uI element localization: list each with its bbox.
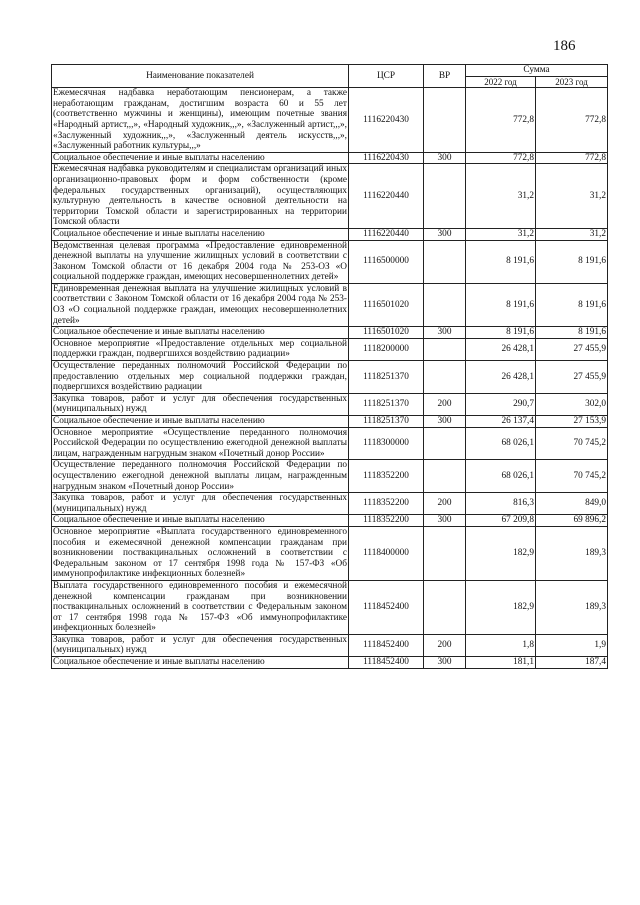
row-sum-2023: 27 455,9 [536, 338, 608, 360]
row-name: Закупка товаров, работ и услуг для обеспечения государственных (муниципальных) нужд [53, 634, 347, 656]
row-csr: 1116220430 [349, 152, 424, 164]
row-name: Социальное обеспечение и иные выплаты населению [52, 152, 349, 164]
budget-table [51, 64, 608, 669]
row-vr: 200 [424, 393, 466, 415]
row-sum-2023: 70 745,2 [536, 427, 608, 460]
row-vr [424, 427, 466, 460]
row-sum-2022: 290,7 [466, 393, 536, 415]
row-vr [424, 283, 466, 326]
row-sum-2022: 182,9 [466, 526, 536, 580]
row-sum-2022: 26 137,4 [466, 416, 536, 428]
row-csr: 1118251370 [349, 361, 424, 394]
row-name: Основное мероприятие «Выплата государственного единовременного пособия и ежемесячной денежной компенсации гражданам при возникновении поствакцинальных осложнений в соответствии с Федеральным законом от 17 сентября 1998 года № 157-ФЗ «Об иммунопрофилактике инфекционных болезней» [53, 526, 347, 580]
table-row [52, 88, 608, 153]
table-row [52, 152, 608, 164]
table-row [52, 228, 608, 240]
row-sum-2023: 8 191,6 [536, 283, 608, 326]
row-sum-2022: 181,1 [466, 657, 536, 669]
row-sum-2022: 67 209,8 [466, 515, 536, 527]
table-row [52, 164, 608, 229]
row-name: Социальное обеспечение и иные выплаты населению [52, 657, 349, 669]
row-name: Социальное обеспечение и иные выплаты населению [52, 515, 349, 527]
row-csr: 1118452400 [349, 580, 424, 634]
row-name: Закупка товаров, работ и услуг для обеспечения государственных (муниципальных) нужд [53, 393, 347, 415]
row-vr [424, 460, 466, 493]
row-vr: 200 [424, 493, 466, 515]
table-row [52, 283, 608, 326]
row-vr [424, 526, 466, 580]
row-csr: 1118352200 [349, 515, 424, 527]
table-row [52, 327, 608, 339]
row-sum-2022: 816,3 [466, 493, 536, 515]
row-csr: 1118352200 [349, 493, 424, 515]
header-csr: ЦСР [349, 65, 424, 88]
row-vr: 300 [424, 228, 466, 240]
row-sum-2023: 849,0 [536, 493, 608, 515]
row-csr: 1118251370 [349, 416, 424, 428]
row-vr: 300 [424, 327, 466, 339]
row-name: Осуществление переданных полномочий Российской Федерации по предоставлению отдельных мер социальной поддержки граждан, подвергшихся воздействию радиации [53, 361, 347, 393]
row-vr [424, 240, 466, 283]
row-sum-2022: 8 191,6 [466, 327, 536, 339]
row-sum-2023: 31,2 [536, 228, 608, 240]
table-row [52, 361, 608, 394]
row-name: Единовременная денежная выплата на улучшение жилищных условий в соответствии с Законом Томской области от 16 декабря 2004 года № 253-ОЗ «О социальной поддержке граждан, имеющих несовершеннолетних детей» [53, 283, 347, 326]
row-sum-2022: 31,2 [466, 164, 536, 229]
table-row [52, 493, 608, 515]
page-number: 186 [553, 38, 576, 54]
table-row [52, 416, 608, 428]
row-sum-2022: 182,9 [466, 580, 536, 634]
row-csr: 1116220440 [349, 164, 424, 229]
row-vr [424, 580, 466, 634]
row-name: Основное мероприятие «Предоставление отдельных мер социальной поддержки граждан, подвергшихся воздействию радиации» [53, 338, 347, 360]
row-csr: 1118251370 [349, 393, 424, 415]
row-csr: 1116500000 [349, 240, 424, 283]
row-csr: 1118352200 [349, 460, 424, 493]
row-csr: 1118200000 [349, 338, 424, 360]
table-row [52, 460, 608, 493]
row-sum-2022: 68 026,1 [466, 460, 536, 493]
row-vr: 300 [424, 152, 466, 164]
row-csr: 1116501020 [349, 283, 424, 326]
row-sum-2023: 1,9 [536, 634, 608, 656]
table-row [52, 580, 608, 634]
row-vr [424, 338, 466, 360]
row-csr: 1118300000 [349, 427, 424, 460]
row-sum-2022: 26 428,1 [466, 338, 536, 360]
table-row [52, 515, 608, 527]
row-sum-2022: 31,2 [466, 228, 536, 240]
row-vr: 300 [424, 416, 466, 428]
row-vr [424, 88, 466, 153]
table-row [52, 526, 608, 580]
header-name: Наименование показателей [52, 65, 349, 88]
row-sum-2023: 27 153,9 [536, 416, 608, 428]
row-vr: 200 [424, 634, 466, 656]
row-vr [424, 361, 466, 394]
row-sum-2022: 8 191,6 [466, 240, 536, 283]
row-csr: 1118452400 [349, 657, 424, 669]
table-row [52, 657, 608, 669]
row-vr: 300 [424, 657, 466, 669]
row-name: Ежемесячная надбавка неработающим пенсионерам, а также неработающим гражданам, достигшим возраста 60 и 55 лет (соответственно мужчины и женщины), имеющим почетные звания «Народный артист,,,», «Народный художник,,,», «Заслуженный артист,,,», «Заслуженный художник,,,», «Заслуженный деятель искусств,,,», «Заслуженный работник культуры,,,» [53, 88, 347, 152]
header-sum: Сумма [466, 65, 608, 77]
row-sum-2023: 70 745,2 [536, 460, 608, 493]
row-vr: 300 [424, 515, 466, 527]
row-sum-2023: 189,3 [536, 526, 608, 580]
row-sum-2023: 772,8 [536, 152, 608, 164]
row-csr: 1116220430 [349, 88, 424, 153]
row-sum-2023: 27 455,9 [536, 361, 608, 394]
header-2023: 2023 год [536, 76, 608, 88]
row-sum-2023: 772,8 [536, 88, 608, 153]
header-vr: ВР [424, 65, 466, 88]
row-csr: 1116220440 [349, 228, 424, 240]
row-name: Закупка товаров, работ и услуг для обеспечения государственных (муниципальных) нужд [53, 493, 347, 514]
row-name: Осуществление переданного полномочия Российской Федерации по осуществлению ежегодной денежной выплаты лицам, награжденным нагрудным знаком «Почетный донор России» [53, 460, 347, 492]
row-name: Социальное обеспечение и иные выплаты населению [52, 327, 349, 339]
row-sum-2023: 189,3 [536, 580, 608, 634]
table-row [52, 393, 608, 415]
row-sum-2022: 1,8 [466, 634, 536, 656]
row-name: Ежемесячная надбавка руководителям и специалистам организаций иных организационно-правовых форм и форм собственности (кроме федеральных государственных организаций), осуществляющих культурную деятельность в качестве основной деятельности на территории Томской области и зарегистрированных на территории Томской области [53, 164, 347, 228]
row-sum-2023: 8 191,6 [536, 240, 608, 283]
row-name: Выплата государственного единовременного пособия и ежемесячной денежной компенсации гражданам при возникновении поствакцинальных осложнений в соответствии с Федеральным законом от 17 сентября 1998 года № 157-ФЗ «Об иммунопрофилактике инфекционных болезней» [53, 580, 347, 634]
table-row [52, 240, 608, 283]
table-row [52, 338, 608, 360]
row-sum-2022: 26 428,1 [466, 361, 536, 394]
row-sum-2022: 8 191,6 [466, 283, 536, 326]
row-sum-2023: 187,4 [536, 657, 608, 669]
row-vr [424, 164, 466, 229]
row-sum-2022: 772,8 [466, 152, 536, 164]
row-csr: 1118452400 [349, 634, 424, 656]
row-name: Ведомственная целевая программа «Предоставление единовременной денежной выплаты на улучшение жилищных условий в соответствии с Законом Томской области от 16 декабря 2004 года № 253-ОЗ «О социальной поддержке граждан, имеющих несовершеннолетних детей» [53, 240, 347, 283]
row-name: Основное мероприятие «Осуществление переданного полномочия Российской Федерации по осуществлению ежегодной денежной выплаты лицам, награжденным нагрудным знаком «Почетный донор России» [53, 427, 347, 459]
row-sum-2022: 68 026,1 [466, 427, 536, 460]
table-row [52, 427, 608, 460]
row-sum-2023: 31,2 [536, 164, 608, 229]
row-csr: 1116501020 [349, 327, 424, 339]
table-row [52, 634, 608, 656]
row-sum-2022: 772,8 [466, 88, 536, 153]
row-csr: 1118400000 [349, 526, 424, 580]
row-sum-2023: 302,0 [536, 393, 608, 415]
row-name: Социальное обеспечение и иные выплаты населению [52, 416, 349, 428]
header-2022: 2022 год [466, 76, 536, 88]
row-sum-2023: 8 191,6 [536, 327, 608, 339]
row-name: Социальное обеспечение и иные выплаты населению [52, 228, 349, 240]
row-sum-2023: 69 896,2 [536, 515, 608, 527]
